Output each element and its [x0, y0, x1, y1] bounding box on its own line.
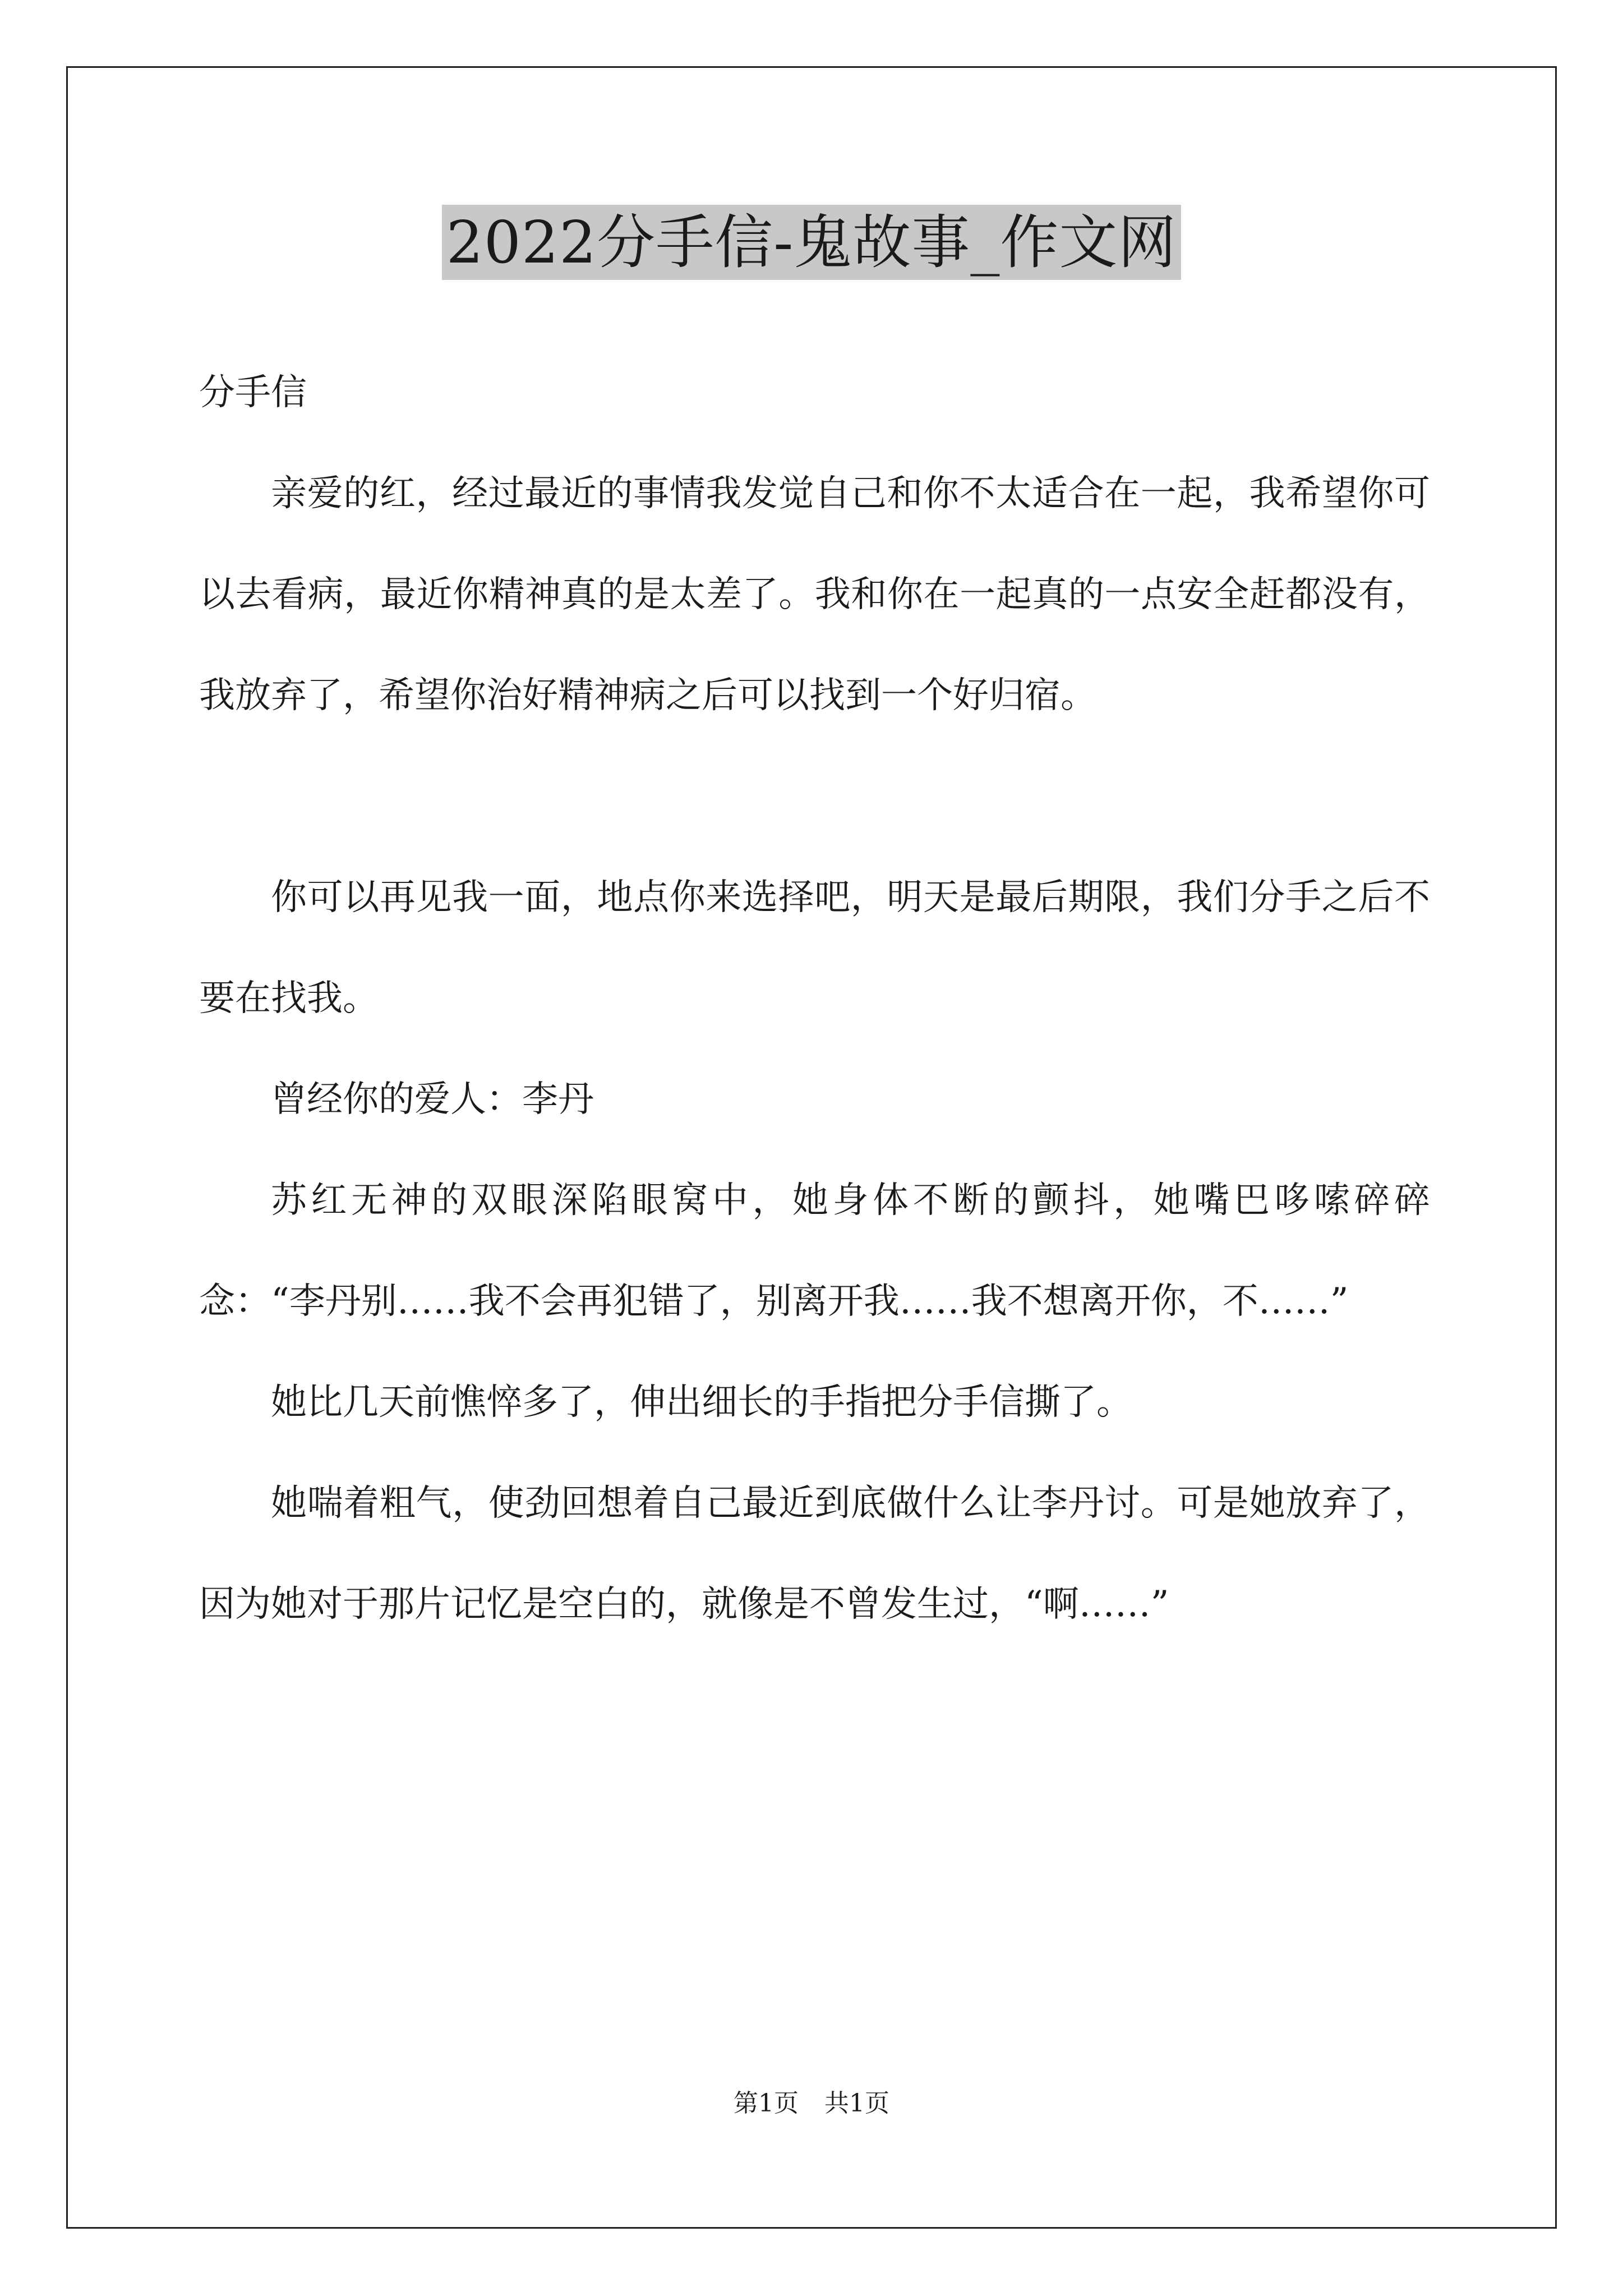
title-text: 2022分手信-鬼故事_作文网 [442, 205, 1182, 280]
document-title [0, 203, 1623, 282]
page-number: 第1页 [734, 2089, 799, 2118]
paragraph: 亲爱的红，经过最近的事情我发觉自己和你不太适合在一起，我希望你可以去看病，最近你精神真的是太差了。我和你在一起真的一点安全赶都没有，我放弃了，希望你治好精神病之后可以找到一个好归宿。 [199, 473, 1430, 716]
paragraph: 她比几天前憔悴多了，伸出细长的手指把分手信撕了。 [271, 1382, 1132, 1423]
paragraph-heading: 分手信 [199, 372, 307, 413]
page-footer [0, 2087, 1623, 2120]
paragraph: 她喘着粗气，使劲回想着自己最近到底做什么让李丹讨。可是她放弃了，因为她对于那片记忆是空白的，就像是不曾发生过，“啊……” [199, 1483, 1430, 1625]
document-body [199, 342, 1430, 1655]
blank-line [199, 746, 1430, 847]
paragraph: 你可以再见我一面，地点你来选择吧，明天是最后期限，我们分手之后不要在找我。 [199, 877, 1430, 1019]
page-total: 共1页 [824, 2089, 889, 2118]
paragraph-signature: 曾经你的爱人：李丹 [271, 1079, 594, 1120]
paragraph: 苏红无神的双眼深陷眼窝中，她身体不断的颤抖，她嘴巴哆嗦碎碎念：“李丹别……我不会再犯错了，别离开我……我不想离开你，不……” [199, 1180, 1430, 1322]
